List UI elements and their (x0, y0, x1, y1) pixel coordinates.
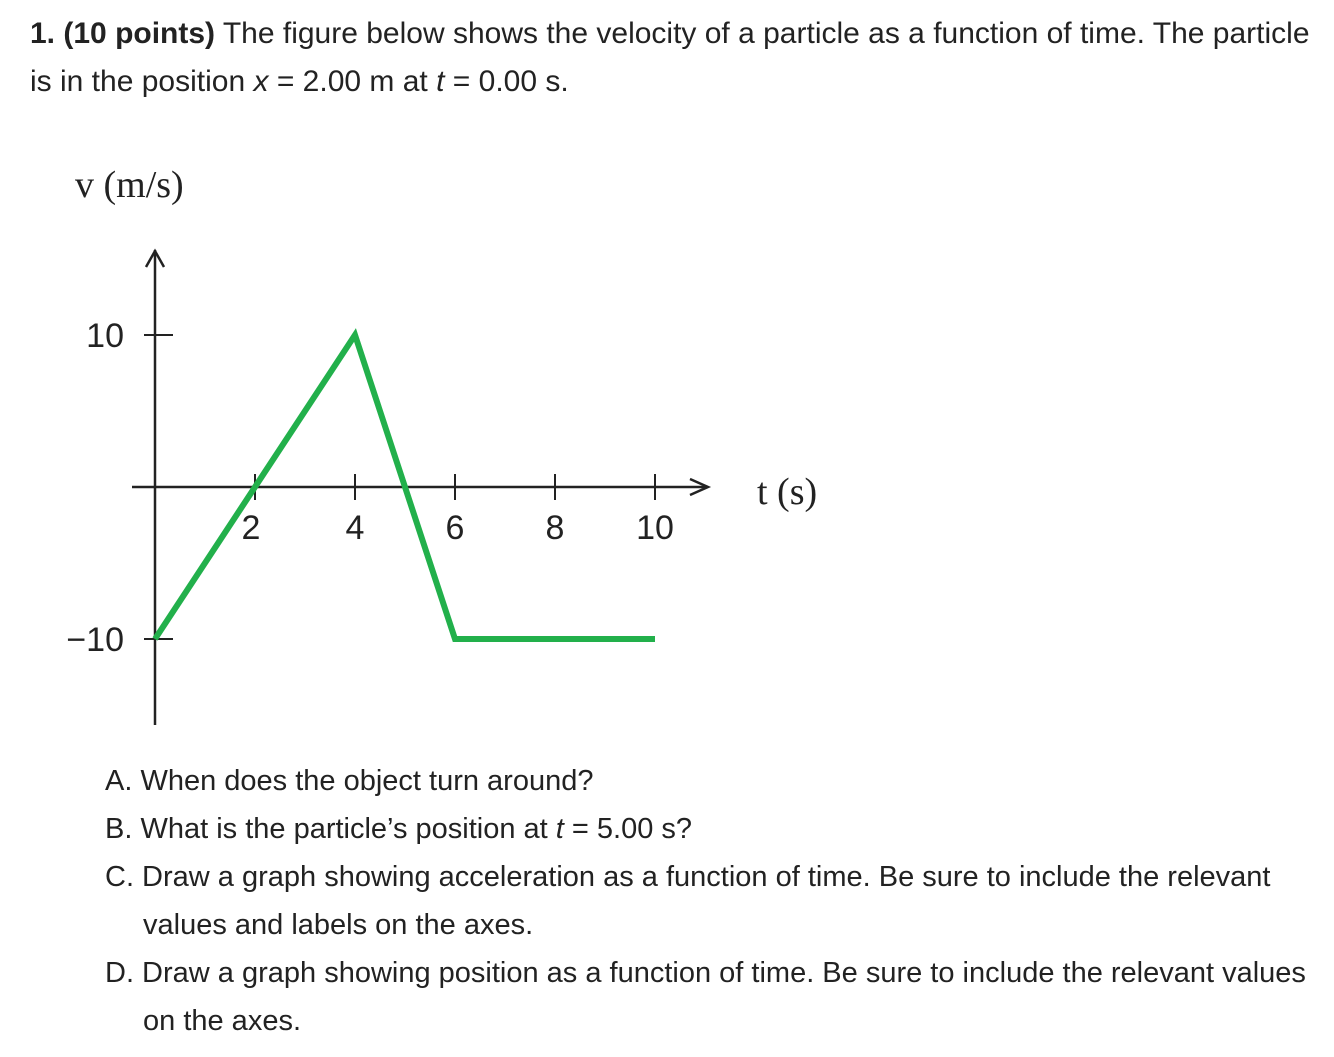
x-tick-label-2: 2 (241, 509, 261, 547)
question-c-text: C. Draw a graph showing acceleration as a function of time. Be sure to include the relevant values and labels on the axes. (105, 861, 1271, 941)
velocity-time-chart (0, 150, 900, 740)
position-variable: x (253, 65, 269, 98)
question-b-variable: t (555, 813, 564, 845)
question-d-text: D. Draw a graph showing position as a function of time. Be sure to include the relevant values on the axes. (105, 957, 1306, 1037)
problem-number: 1. (30, 17, 56, 50)
question-b-text: B. What is the particle’s position at (105, 813, 548, 845)
question-c (105, 853, 1325, 949)
problem-points: (10 points) (63, 17, 216, 50)
x-axis-label: t (s) (757, 471, 818, 513)
x-tick-label-10: 10 (636, 509, 674, 547)
time-variable: t (436, 65, 445, 98)
y-axis-label: v (m/s) (75, 164, 184, 206)
x-tick-label-8: 8 (545, 509, 565, 547)
x-tick-label-6: 6 (445, 509, 465, 547)
problem-statement (30, 10, 1320, 106)
y-tick-label-1: −10 (66, 621, 124, 659)
question-a (105, 757, 1325, 805)
problem-intro-text: The figure below shows the velocity of a particle as a function of time. The particle is in the position (30, 17, 1310, 98)
x-tick-label-4: 4 (345, 509, 365, 547)
position-value: = 2.00 m at (276, 65, 428, 98)
time-value: = 0.00 s. (452, 65, 569, 98)
question-b (105, 805, 1325, 853)
question-a-text: A. When does the object turn around? (105, 765, 594, 797)
question-list (105, 757, 1325, 1045)
question-d (105, 949, 1325, 1045)
question-b-suffix: = 5.00 s? (571, 813, 693, 845)
y-tick-label-0: 10 (86, 317, 124, 355)
